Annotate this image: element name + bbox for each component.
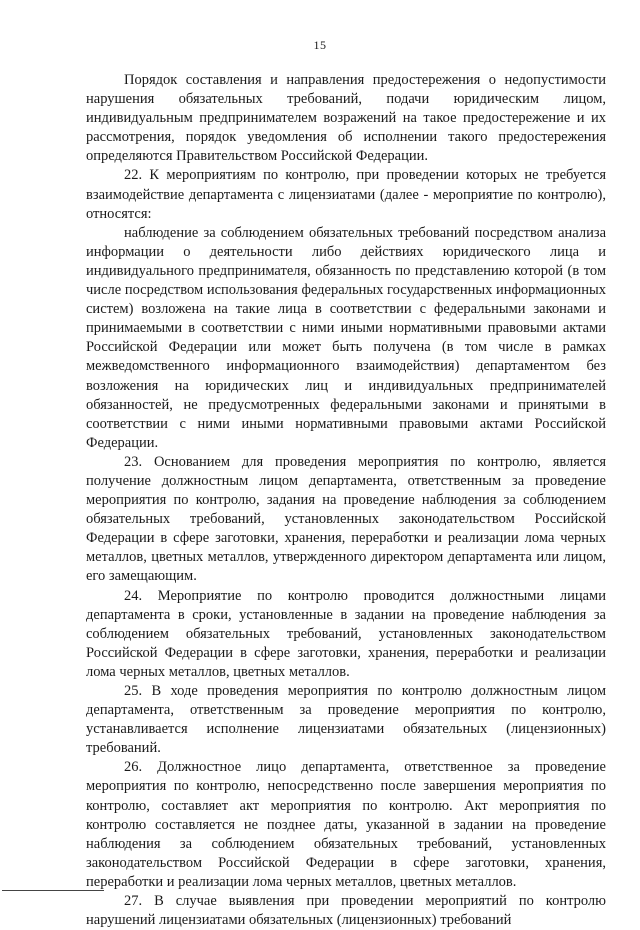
- paragraph-26: 26. Должностное лицо департамента, ответственное за проведение мероприятия по контролю, непосредственно после завершения мероприятия по контролю, составляет акт мероприятия по контролю. Акт мероприятия по контролю составляется не позднее даты, указанной в задании на проведение наблюдения за соблюдением обязательных требований, установленных законодательством Российской Федерации в сфере заготовки, хранения, переработки и реализации лома черных металлов, цветных металлов.: [86, 759, 606, 890]
- paragraph-24: 24. Мероприятие по контролю проводится должностными лицами департамента в сроки, установленные в задании на проведение наблюдения за соблюдением обязательных требований, установленных законодательством Российской Федерации в сфере заготовки, хранения, переработки и реализации лома черных металлов, цветных металлов.: [86, 587, 606, 680]
- paragraph-23: 23. Основанием для проведения мероприятия по контролю, является получение должностным лицом департамента, ответственным за проведение мероприятия по контролю, задания на проведение наблюдения за соблюдением обязательных требований, установленных законодательством Российской Федерации в сфере заготовки, хранения, переработки и реализации лома черных металлов, цветных металлов, утвержденного директором департамента или лицом, его замещающим.: [86, 453, 606, 585]
- page-number: 15: [313, 38, 327, 52]
- footer-divider: [2, 890, 104, 891]
- document-body: [86, 71, 606, 930]
- paragraph-27: 27. В случае выявления при проведении мероприятий по контролю нарушений лицензиатами обязательных (лицензионных) требований: [86, 893, 606, 929]
- paragraph-observation: наблюдение за соблюдением обязательных требований посредством анализа информации о деятельности либо действиях юридического лица и индивидуального предпринимателя, обязанность по представлению которой (в том числе посредством использования федеральных государственных информационных систем) возложена на такие лица в соответствии с федеральными законами и принимаемыми в соответствии с ними иными нормативными правовыми актами Российской Федерации или может быть получена (в том числе в рамках межведомственного информационного взаимодействия) департаментом без возложения на юридических лиц и индивидуальных предпринимателей обязанностей, не предусмотренных федеральными законами и принятыми в соответствии с ними иными нормативными правовыми актами Российской Федерации.: [86, 224, 606, 451]
- paragraph-warning-procedure: Порядок составления и направления предостережения о недопустимости нарушения обязательных требований, подачи юридическим лицом, индивидуальным предпринимателем возражений на такое предостережение и их рассмотрения, порядок уведомления об исполнении такого предостережения определяются Правительством Российской Федерации.: [86, 72, 606, 165]
- paragraph-25: 25. В ходе проведения мероприятия по контролю должностным лицом департамента, ответственным за проведение мероприятия по контролю, устанавливается исполнение лицензиатами обязательных (лицензионных) требований.: [86, 683, 606, 757]
- paragraph-22: 22. К мероприятиям по контролю, при проведении которых не требуется взаимодействие департамента с лицензиатами (далее - мероприятие по контролю), относятся:: [86, 167, 606, 222]
